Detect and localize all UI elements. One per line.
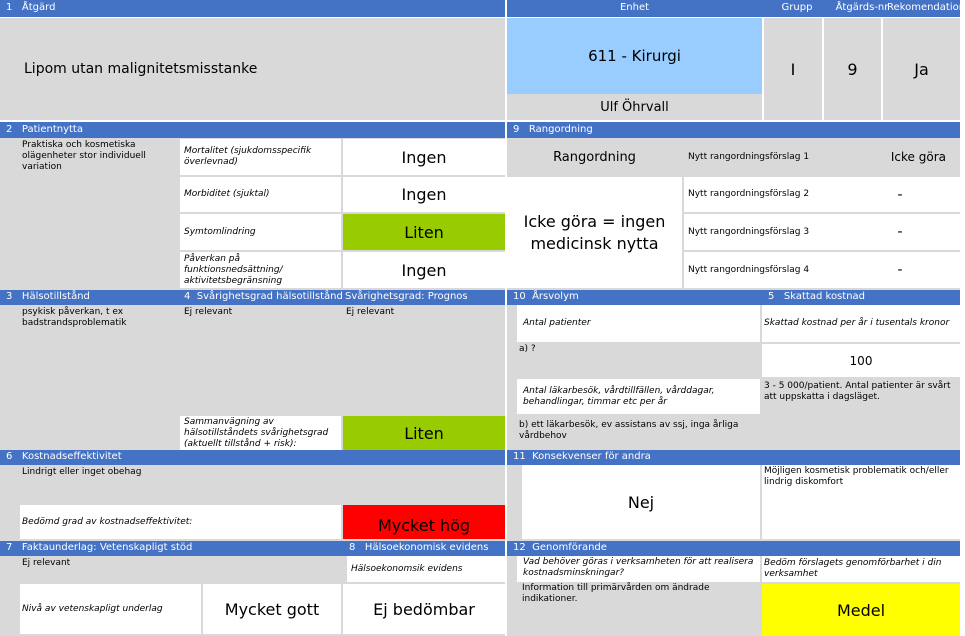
section-number: 4 [184, 291, 191, 302]
symtomlindring-label: Symtomlindring [180, 214, 341, 250]
genomforande-header [507, 541, 960, 556]
antal-patienter-value: a) ? [519, 344, 536, 354]
genomforande-question: Vad behöver göras i verksamheten för att realisera kostnadsminskningar? [517, 556, 760, 582]
person-name: Ulf Öhrvall [507, 94, 762, 120]
faktaunderlag-text: Ej relevant [22, 558, 71, 568]
section-number: 7 [6, 542, 13, 553]
niva-value: Mycket gott [203, 584, 341, 634]
halsoekonomisk-sub-label: Hälsoekonomsik evidens [347, 556, 505, 582]
mortalitet-label: Mortalitet (sjukdomsspecifik överlevnad) [180, 139, 341, 175]
faktaunderlag-header [0, 541, 343, 556]
rangordning-header [507, 122, 960, 138]
paverkan-value: Ingen [343, 252, 505, 288]
halsoekonomisk-value: Ej bedömbar [343, 584, 505, 634]
besok-label: Antal läkarbesök, vårdtillfällen, vårddagar, behandlingar, timmar etc per år [517, 379, 760, 414]
rangordning-title: Rangordning [507, 139, 682, 175]
section-number: 10 [513, 291, 526, 302]
header-atgard [0, 0, 505, 17]
rekomendation-value: Ja [883, 18, 960, 120]
morbiditet-label: Morbiditet (sjuktal) [180, 177, 341, 212]
enhet-label: Enhet [619, 2, 650, 13]
skattad-sub-label: Skattad kostnad per år i tusentals kronor [762, 305, 960, 342]
halsoekonomisk-header [343, 541, 505, 556]
prognos-value: Ej relevant [346, 307, 395, 317]
section-label: Skattad kostnad [783, 291, 866, 302]
svarighetsgrad-header [180, 290, 343, 305]
kostnadseffektivitet-header [0, 450, 505, 465]
section-label: Genomförande [532, 542, 607, 553]
proposal-1-value: Icke göra [816, 139, 960, 175]
morbiditet-value: Ingen [343, 177, 505, 212]
prognos-header: Svårighetsgrad: Prognos [343, 290, 505, 305]
proposal-4-label: Nytt rangordningsförslag 4 [684, 252, 960, 288]
grupp-value: I [764, 18, 822, 120]
proposal-3-label: Nytt rangordningsförslag 3 [684, 214, 960, 250]
section-number: 12 [513, 542, 526, 553]
section-number: 6 [6, 451, 13, 462]
section-label: Årsvolym [532, 291, 579, 302]
niva-label: Nivå av vetenskapligt underlag [20, 584, 201, 634]
section-label: Kostnadseffektivitet [21, 451, 122, 462]
genomforande-info: Information till primärvården om ändrade indikationer. [522, 583, 710, 604]
enhet-value: 611 - Kirurgi [507, 18, 762, 94]
section-label: Patientnytta [21, 124, 83, 135]
section-number: 11 [513, 451, 526, 462]
skattad-note: 3 - 5 000/patient. Antal patienter är svårt att uppskatta i dagsläget. [764, 381, 951, 402]
besok-value: b) ett läkarbesök, ev assistans av ssj, inga årliga vårdbehov [519, 420, 739, 441]
arsvolym-header [507, 290, 762, 305]
section-number: 2 [6, 124, 13, 135]
section-number: 1 [6, 2, 13, 13]
rekomendation-label: Rekomendation [887, 2, 965, 13]
paverkan-label: Påverkan på funktionsnedsättning/ aktivitetsbegränsning [180, 252, 341, 288]
proposal-1-label: Nytt rangordningsförslag 1 [686, 139, 816, 175]
symtomlindring-value: Liten [343, 214, 505, 250]
genomforande-bedom-value: Medel [762, 584, 960, 636]
patientnytta-header [0, 122, 505, 138]
section-label: Rangordning [528, 124, 593, 135]
atgards-nr-value: 9 [824, 18, 881, 120]
section-number: 3 [6, 291, 13, 302]
grupp-label: Grupp [781, 2, 813, 13]
kostnadseffektivitet-grad-value: Mycket hög [343, 505, 505, 539]
skattad-header [762, 290, 960, 305]
section-label: Åtgärd [21, 2, 56, 13]
section-number: 8 [349, 542, 356, 553]
konsekvenser-header [507, 450, 960, 465]
konsekvenser-value: Nej [522, 465, 760, 539]
proposal-4-value: - [897, 262, 903, 278]
antal-patienter-label: Antal patienter [517, 305, 760, 342]
sammanvagning-label: Sammanvägning av hälsotillståndets svårighetsgrad (aktuellt tillstånd + risk): [180, 416, 341, 450]
konsekvenser-text: Möjligen kosmetisk problematik och/eller lindrig diskomfort [762, 465, 960, 539]
halsotillstand-header [0, 290, 180, 305]
halsotillstand-text: psykisk påverkan, t ex badstrandsproblematik [22, 307, 127, 328]
proposal-2-value: - [897, 186, 903, 203]
section-label: Faktaunderlag: Vetenskapligt stöd [21, 542, 193, 553]
skattad-value: 100 [762, 344, 960, 377]
rangordning-big-text: Icke göra = ingen medicinsk nytta [507, 177, 682, 288]
header-right-bar [507, 0, 965, 17]
section-number: 5 [768, 291, 775, 302]
proposal-3-value: - [897, 224, 903, 240]
atgard-title: Lipom utan malignitetsmisstanke [0, 18, 505, 120]
svarighetsgrad-value: Ej relevant [184, 307, 233, 317]
kostnadseffektivitet-text: Lindrigt eller inget obehag [22, 467, 142, 477]
sammanvagning-value: Liten [343, 416, 505, 450]
kostnadseffektivitet-grad-label: Bedömd grad av kostnadseffektivitet: [20, 505, 341, 539]
section-label: Hälsotillstånd [21, 291, 90, 302]
genomforande-bedom-label: Bedöm förslagets genomförbarhet i din verksamhet [762, 556, 960, 582]
section-number: 9 [513, 124, 520, 135]
section-label: Konsekvenser för andra [532, 451, 651, 462]
section-label: Hälsoekonomisk evidens [364, 542, 489, 553]
atgards-nr-label: Åtgärds-nr [835, 2, 889, 13]
mortalitet-value: Ingen [343, 139, 505, 175]
section-label: Svårighetsgrad hälsotillstånd [196, 291, 343, 302]
proposal-2-label: Nytt rangordningsförslag 2 [684, 177, 960, 212]
patientnytta-description: Praktiska och kosmetiska olägenheter stor individuell variation [22, 140, 146, 172]
